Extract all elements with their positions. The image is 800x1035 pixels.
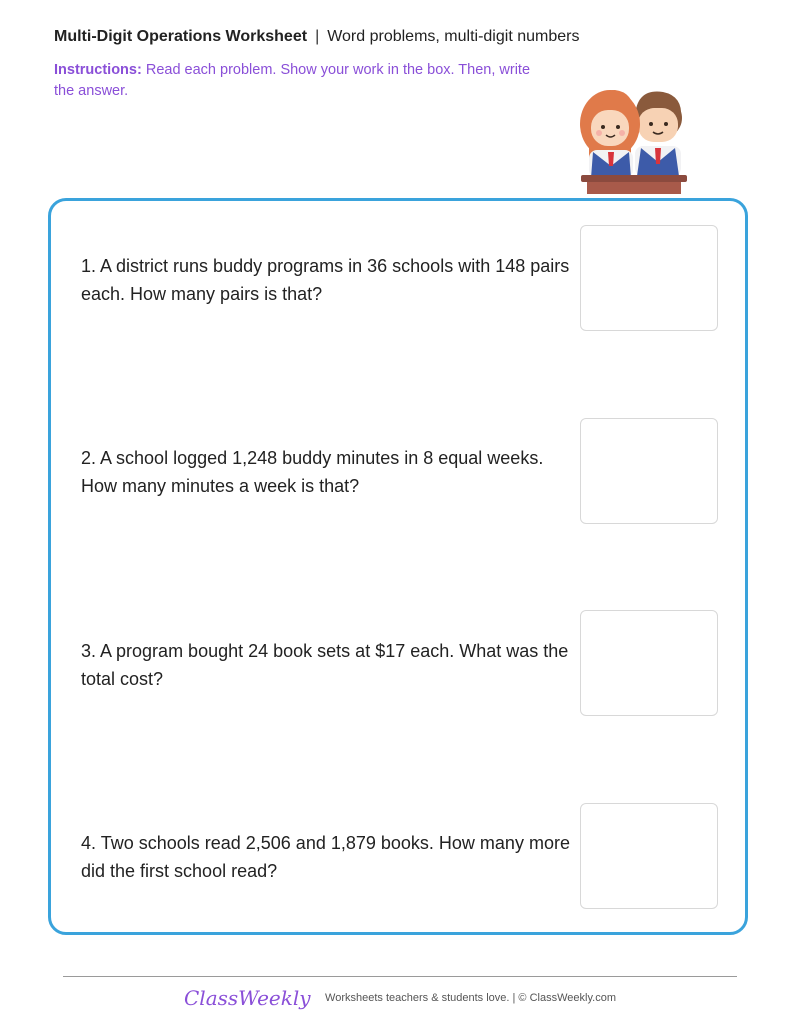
instructions-label: Instructions: — [54, 62, 142, 78]
two-students-at-desk-illustration — [575, 78, 693, 196]
footer-divider — [63, 976, 737, 977]
instructions-text: Read each problem. Show your work in the box. Then, write the answer. — [54, 62, 531, 99]
header-separator: | — [315, 28, 320, 45]
problem-2: 2. A school logged 1,248 buddy minutes in 8 equal weeks. How many minutes a week is that? — [81, 448, 544, 496]
footer-tagline: Worksheets teachers & students love. | © ClassWeekly.com — [325, 992, 616, 1004]
worksheet-header — [54, 28, 579, 46]
students-icon — [575, 78, 693, 196]
problem-3: 3. A program bought 24 book sets at $17 each. What was the total cost? — [81, 641, 569, 689]
problem-4: 4. Two schools read 2,506 and 1,879 books. How many more did the first school read? — [81, 833, 570, 881]
worksheet-title: Multi-Digit Operations Worksheet — [54, 28, 308, 45]
footer — [0, 986, 800, 1010]
answer-box-1[interactable] — [580, 225, 718, 331]
answer-box-4[interactable] — [580, 803, 718, 909]
instructions — [54, 60, 544, 102]
answer-box-2[interactable] — [580, 418, 718, 524]
problem-1: 1. A district runs buddy programs in 36 schools with 148 pairs each. How many pairs is that? — [81, 256, 570, 304]
brand-logo: ClassWeekly — [184, 986, 311, 1010]
answer-box-3[interactable] — [580, 610, 718, 716]
worksheet-subtitle: Word problems, multi-digit numbers — [327, 28, 580, 45]
